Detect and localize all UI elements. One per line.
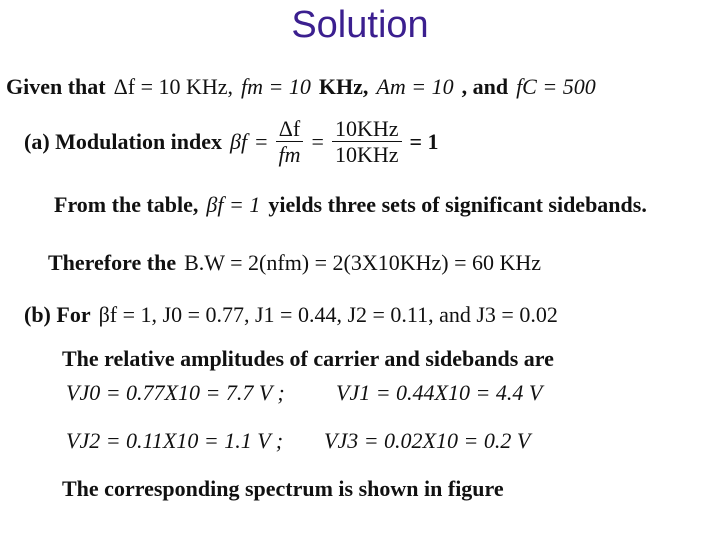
vj0-amplitude: VJ0 = 0.77X10 = 7.7 V ; bbox=[66, 380, 285, 405]
modulation-index-result: = 1 bbox=[409, 128, 439, 154]
part-a-label: (a) Modulation index bbox=[24, 128, 223, 154]
equals-sign: = bbox=[255, 128, 268, 154]
fraction-denominator: fm bbox=[278, 142, 301, 168]
fraction-denominator: 10KHz bbox=[334, 142, 399, 168]
given-am: Am = 10 bbox=[376, 74, 454, 99]
given-label: Given that bbox=[6, 74, 106, 99]
given-and: , and bbox=[461, 74, 509, 99]
bessel-values: βf = 1, J0 = 0.77, J1 = 0.44, J2 = 0.11, and J3 = 0.02 bbox=[98, 302, 558, 327]
delta-f-over-fm-fraction bbox=[276, 116, 304, 168]
part-b-label: (b) For bbox=[24, 302, 91, 327]
vj3-amplitude: VJ3 = 0.02X10 = 0.2 V bbox=[324, 428, 531, 453]
relative-amplitudes-text: The relative amplitudes of carrier and sidebands are bbox=[62, 346, 554, 371]
table-line bbox=[54, 192, 647, 218]
bandwidth-prefix: Therefore the bbox=[48, 250, 177, 275]
spectrum-text: The corresponding spectrum is shown in figure bbox=[62, 476, 504, 501]
fraction-numerator: 10KHz bbox=[332, 116, 402, 142]
fraction-numerator: Δf bbox=[276, 116, 303, 142]
vj2-amplitude: VJ2 = 0.11X10 = 1.1 V ; bbox=[66, 428, 284, 453]
given-delta-f: Δf = 10 KHz, bbox=[113, 74, 234, 99]
given-fc: fC = 500 bbox=[516, 74, 596, 99]
beta-f-symbol: βf bbox=[230, 128, 248, 154]
slide-title: Solution bbox=[291, 4, 429, 46]
table-beta: βf = 1 bbox=[206, 192, 261, 217]
table-prefix: From the table, bbox=[54, 192, 199, 217]
bessel-values-line bbox=[24, 302, 558, 328]
given-fm-unit: KHz, bbox=[318, 74, 369, 99]
given-line bbox=[6, 74, 596, 100]
vj1-amplitude: VJ1 = 0.44X10 = 4.4 V bbox=[336, 380, 543, 405]
khz-ratio-fraction bbox=[332, 116, 402, 168]
given-fm: fm = 10 bbox=[241, 74, 311, 99]
bandwidth-equation: B.W = 2(nfm) = 2(3X10KHz) = 60 KHz bbox=[184, 250, 542, 275]
bandwidth-line bbox=[48, 250, 541, 276]
table-suffix: yields three sets of significant sidebands. bbox=[268, 192, 647, 217]
modulation-index-line bbox=[24, 116, 439, 168]
equals-sign: = bbox=[311, 128, 324, 154]
